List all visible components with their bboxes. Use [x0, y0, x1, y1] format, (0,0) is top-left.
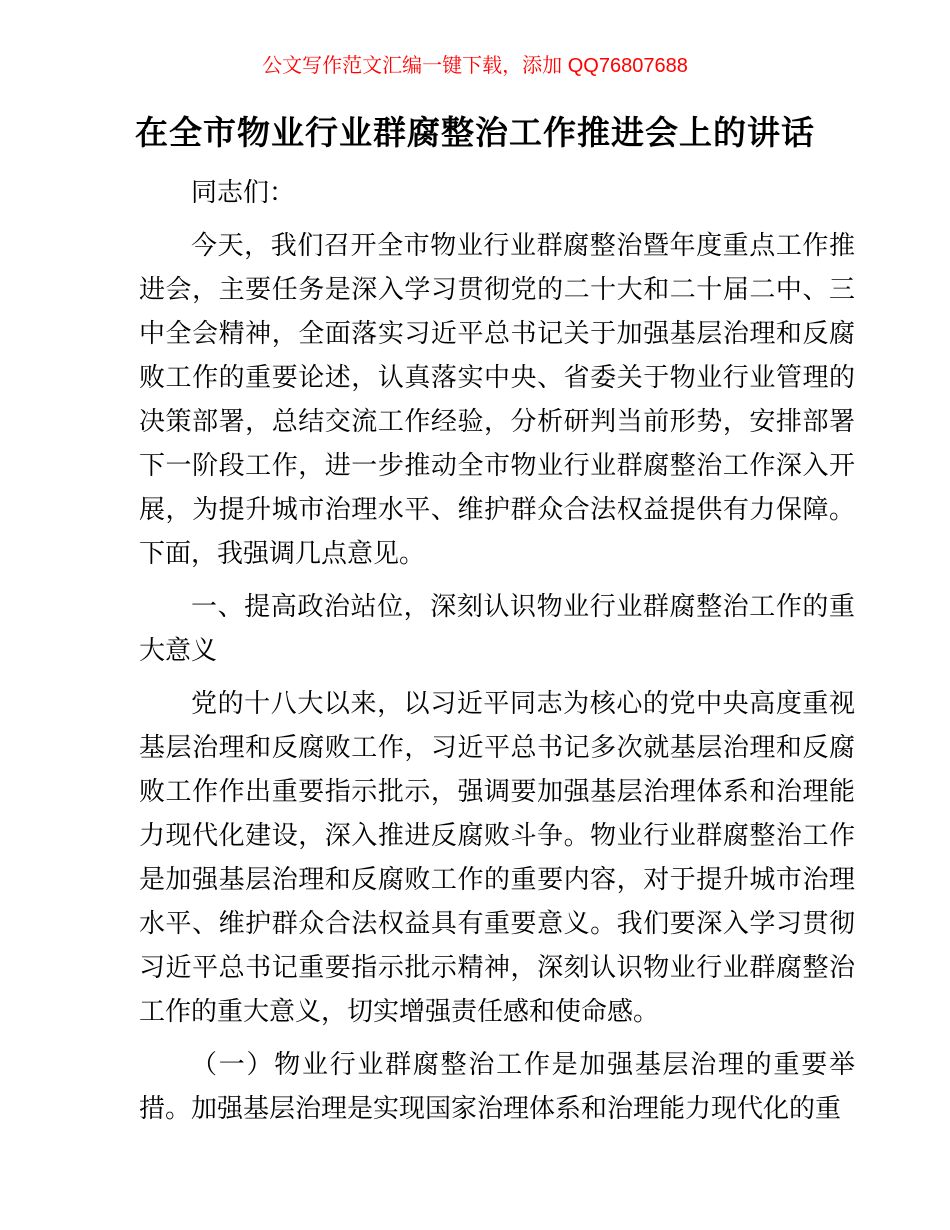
paragraph-intro: 今天，我们召开全市物业行业群腐整治暨年度重点工作推进会，主要任务是深入学习贯彻党的二十大和二十届二中、三中全会精神，全面落实习近平总书记关于加强基层治理和反腐败工作的重要论述，认真落实中央、省委关于物业行业管理的决策部署，总结交流工作经验，分析研判当前形势，安排部署下一阶段工作，进一步推动全市物业行业群腐整治工作深入开展，为提升城市治理水平、维护群众合法权益提供有力保障。下面，我强调几点意见。: [139, 230, 855, 568]
paragraph-section-1-body: 党的十八大以来，以习近平同志为核心的党中央高度重视基层治理和反腐败工作，习近平总书记多次就基层治理和反腐败工作作出重要指示批示，强调要加强基层治理体系和治理能力现代化建设，深入推进反腐败斗争。物业行业群腐整治工作是加强基层治理和反腐败工作的重要内容，对于提升城市治理水平、维护群众合法权益具有重要意义。我们要深入学习贯彻习近平总书记重要指示批示精神，深刻认识物业行业群腐整治工作的重大意义，切实增强责任感和使命感。: [139, 688, 855, 1026]
promo-banner-text: 公文写作范文汇编一键下载，添加 QQ76807688: [262, 55, 688, 77]
document-body: [139, 170, 855, 1130]
paragraph-subsection-1: （一）物业行业群腐整治工作是加强基层治理的重要举措。加强基层治理是实现国家治理体系和治理能力现代化的重: [139, 1049, 855, 1123]
document-title: 在全市物业行业群腐整治工作推进会上的讲话: [135, 114, 815, 151]
section-heading-1: 一、提高政治站位，深刻认识物业行业群腐整治工作的重大意义: [139, 591, 855, 665]
salutation: 同志们：: [191, 177, 296, 207]
